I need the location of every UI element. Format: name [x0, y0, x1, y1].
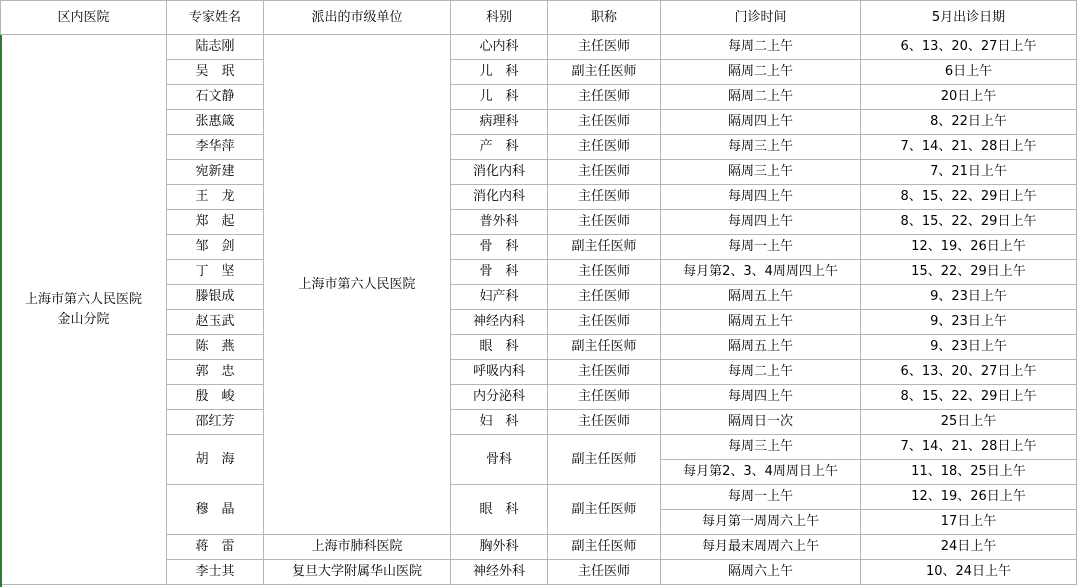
may-dates: 6日上午 — [861, 60, 1077, 85]
department: 骨科 — [451, 435, 548, 485]
may-dates: 10、24日上午 — [861, 560, 1077, 585]
may-dates: 6、13、20、27日上午 — [861, 35, 1077, 60]
clinic-time: 每周三上午 — [661, 435, 861, 460]
header-department: 科别 — [451, 1, 548, 35]
may-dates: 11、18、25日上午 — [861, 460, 1077, 485]
title: 主任医师 — [548, 285, 661, 310]
may-dates: 9、23日上午 — [861, 335, 1077, 360]
header-dispatching-unit: 派出的市级单位 — [264, 1, 451, 35]
title: 主任医师 — [548, 560, 661, 585]
department: 妇产科 — [451, 285, 548, 310]
may-dates: 9、23日上午 — [861, 310, 1077, 335]
department: 眼 科 — [451, 485, 548, 535]
title: 主任医师 — [548, 260, 661, 285]
expert-name: 滕银成 — [167, 285, 264, 310]
title: 主任医师 — [548, 185, 661, 210]
may-dates: 17日上午 — [861, 510, 1077, 535]
clinic-time: 每月第2、3、4周周日上午 — [661, 460, 861, 485]
department: 内分泌科 — [451, 385, 548, 410]
department: 眼 科 — [451, 335, 548, 360]
expert-name: 丁 坚 — [167, 260, 264, 285]
department: 普外科 — [451, 210, 548, 235]
clinic-time: 隔周日一次 — [661, 410, 861, 435]
clinic-time: 隔周二上午 — [661, 85, 861, 110]
header-district-hospital: 区内医院 — [1, 1, 167, 35]
expert-name: 宛新建 — [167, 160, 264, 185]
district-hospital-line: 上海市第六人民医院 — [24, 291, 142, 307]
department: 神经外科 — [451, 560, 548, 585]
expert-name: 蒋 雷 — [167, 535, 264, 560]
header-row — [1, 1, 1077, 35]
may-dates: 25日上午 — [861, 410, 1077, 435]
clinic-time: 隔周五上午 — [661, 285, 861, 310]
clinic-time: 每周一上午 — [661, 485, 861, 510]
clinic-time: 每周一上午 — [661, 235, 861, 260]
expert-name: 胡 海 — [167, 435, 264, 485]
department: 病理科 — [451, 110, 548, 135]
clinic-time: 每周二上午 — [661, 35, 861, 60]
title: 主任医师 — [548, 360, 661, 385]
department: 儿 科 — [451, 60, 548, 85]
clinic-time: 隔周四上午 — [661, 110, 861, 135]
expert-name: 李华萍 — [167, 135, 264, 160]
department: 心内科 — [451, 35, 548, 60]
may-dates: 7、14、21、28日上午 — [861, 135, 1077, 160]
title: 主任医师 — [548, 385, 661, 410]
clinic-time: 隔周三上午 — [661, 160, 861, 185]
may-dates: 7、14、21、28日上午 — [861, 435, 1077, 460]
clinic-time: 隔周五上午 — [661, 310, 861, 335]
expert-name: 邵红芳 — [167, 410, 264, 435]
may-dates: 20日上午 — [861, 85, 1077, 110]
department: 产 科 — [451, 135, 548, 160]
expert-name: 张惠箴 — [167, 110, 264, 135]
may-dates: 12、19、26日上午 — [861, 485, 1077, 510]
expert-name: 王 龙 — [167, 185, 264, 210]
dispatching-unit: 复旦大学附属华山医院 — [264, 560, 451, 585]
expert-name: 吴 珉 — [167, 60, 264, 85]
department: 消化内科 — [451, 185, 548, 210]
header-expert-name: 专家姓名 — [167, 1, 264, 35]
dispatching-unit: 上海市肺科医院 — [264, 535, 451, 560]
title: 副主任医师 — [548, 60, 661, 85]
dispatching-unit: 上海市第六人民医院 — [264, 35, 451, 535]
clinic-time: 每月第2、3、4周周四上午 — [661, 260, 861, 285]
department: 胸外科 — [451, 535, 548, 560]
title: 副主任医师 — [548, 485, 661, 535]
may-dates: 9、23日上午 — [861, 285, 1077, 310]
may-dates: 8、22日上午 — [861, 110, 1077, 135]
clinic-time: 每周四上午 — [661, 385, 861, 410]
expert-name: 郭 忠 — [167, 360, 264, 385]
may-dates: 8、15、22、29日上午 — [861, 210, 1077, 235]
clinic-time: 隔周五上午 — [661, 335, 861, 360]
expert-name: 郑 起 — [167, 210, 264, 235]
may-dates: 24日上午 — [861, 535, 1077, 560]
may-dates: 8、15、22、29日上午 — [861, 385, 1077, 410]
department: 神经内科 — [451, 310, 548, 335]
title: 主任医师 — [548, 85, 661, 110]
title: 副主任医师 — [548, 535, 661, 560]
expert-name: 殷 峻 — [167, 385, 264, 410]
district-hospital-line: 金山分院 — [57, 311, 110, 327]
table-row — [1, 35, 1077, 60]
clinic-time: 隔周六上午 — [661, 560, 861, 585]
header-may-dates: 5月出诊日期 — [861, 1, 1077, 35]
may-dates: 12、19、26日上午 — [861, 235, 1077, 260]
department: 骨 科 — [451, 235, 548, 260]
clinic-time: 每月第一周周六上午 — [661, 510, 861, 535]
clinic-time: 隔周二上午 — [661, 60, 861, 85]
clinic-time: 每周三上午 — [661, 135, 861, 160]
department: 妇 科 — [451, 410, 548, 435]
sheet-left-accent — [0, 35, 2, 587]
department: 儿 科 — [451, 85, 548, 110]
title: 主任医师 — [548, 210, 661, 235]
title: 副主任医师 — [548, 235, 661, 260]
may-dates: 7、21日上午 — [861, 160, 1077, 185]
expert-name: 李士其 — [167, 560, 264, 585]
title: 副主任医师 — [548, 335, 661, 360]
title: 主任医师 — [548, 35, 661, 60]
expert-name: 赵玉武 — [167, 310, 264, 335]
expert-name: 石文静 — [167, 85, 264, 110]
may-dates: 6、13、20、27日上午 — [861, 360, 1077, 385]
clinic-time: 每周四上午 — [661, 210, 861, 235]
may-dates: 8、15、22、29日上午 — [861, 185, 1077, 210]
title: 主任医师 — [548, 135, 661, 160]
title: 主任医师 — [548, 160, 661, 185]
header-clinic-time: 门诊时间 — [661, 1, 861, 35]
department: 消化内科 — [451, 160, 548, 185]
department: 骨 科 — [451, 260, 548, 285]
title: 主任医师 — [548, 110, 661, 135]
may-dates: 15、22、29日上午 — [861, 260, 1077, 285]
expert-name: 邹 剑 — [167, 235, 264, 260]
expert-name: 穆 晶 — [167, 485, 264, 535]
clinic-time: 每周四上午 — [661, 185, 861, 210]
clinic-time: 每月最末周周六上午 — [661, 535, 861, 560]
department: 呼吸内科 — [451, 360, 548, 385]
title: 主任医师 — [548, 310, 661, 335]
header-title: 职称 — [548, 1, 661, 35]
expert-name: 陈 燕 — [167, 335, 264, 360]
district-hospital-cell — [1, 35, 167, 585]
clinic-time: 每周二上午 — [661, 360, 861, 385]
expert-name: 陆志刚 — [167, 35, 264, 60]
title: 副主任医师 — [548, 435, 661, 485]
title: 主任医师 — [548, 410, 661, 435]
